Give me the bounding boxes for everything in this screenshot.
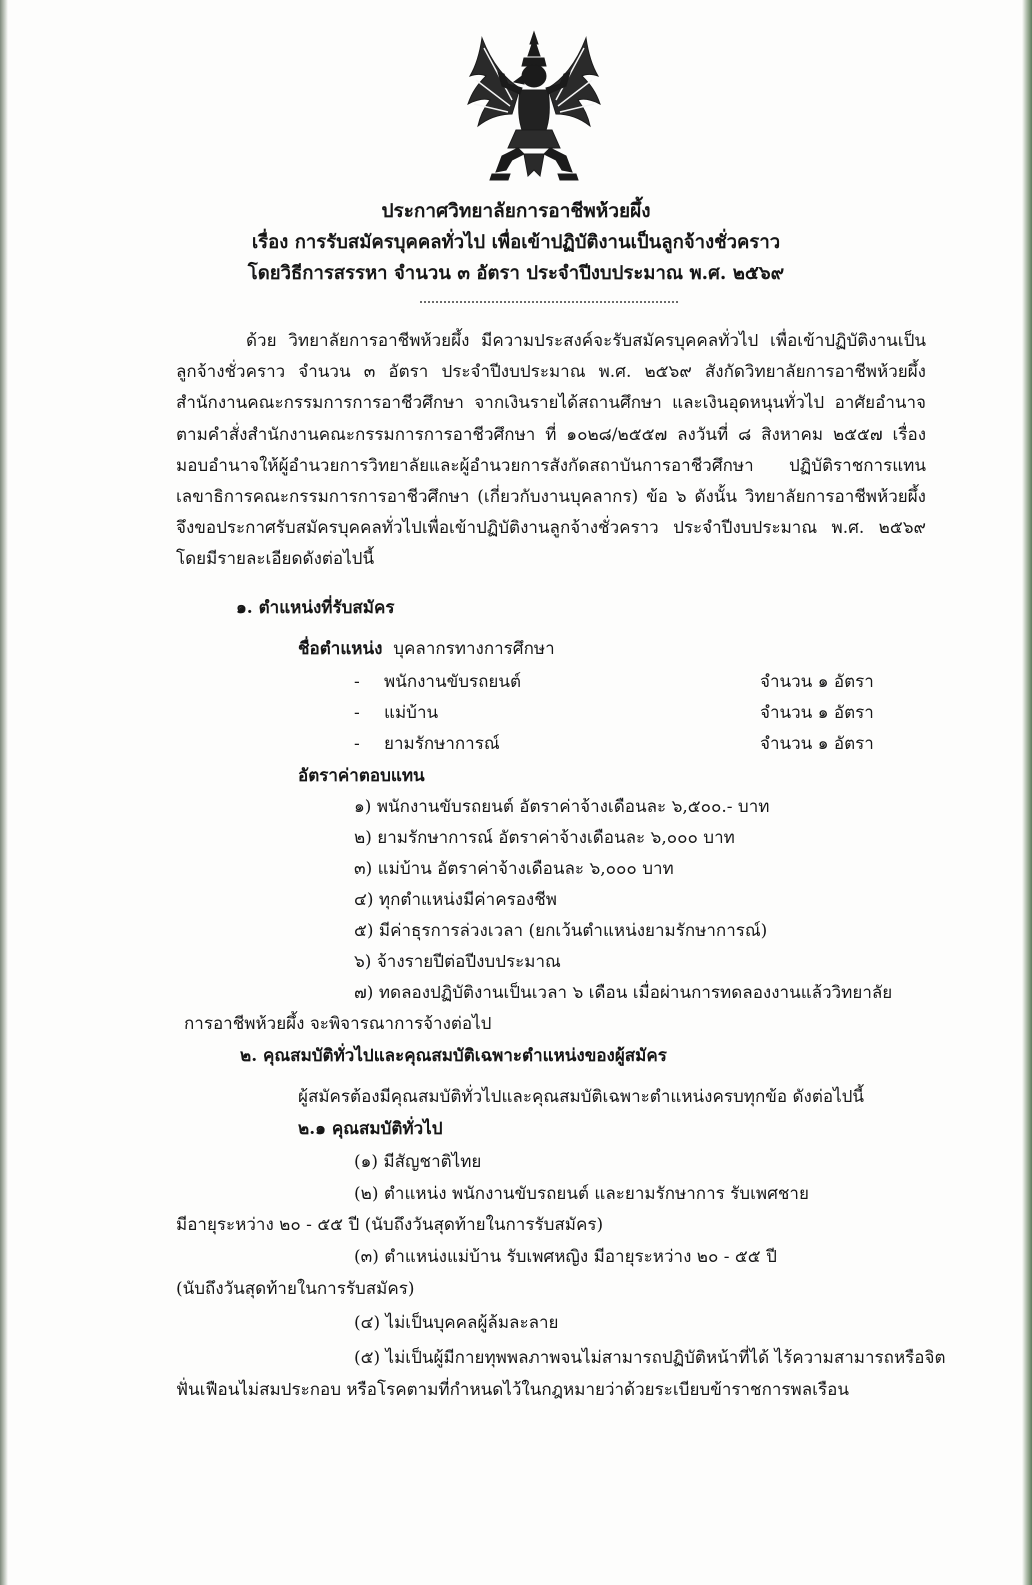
position-count: จำนวน ๑ อัตรา xyxy=(760,672,874,692)
announcement-subject: เรื่อง การรับสมัครบุคคลทั่วไป เพื่อเข้าปฏิบัติงานเป็นลูกจ้างชั่วคราว xyxy=(251,232,781,253)
announcement-title: ประกาศวิทยาลัยการอาชีพห้วยผึ้ง xyxy=(381,200,651,222)
compensation-continuation: การอาชีพห้วยผึ้ง จะพิจารณาการจ้างต่อไป xyxy=(184,1014,492,1034)
compensation-item: ๖) จ้างรายปีต่อปีงบประมาณ xyxy=(354,952,561,972)
qualification-item: (๔) ไม่เป็นบุคคลผู้ล้มละลาย xyxy=(354,1313,559,1333)
position-line xyxy=(298,637,555,661)
intro-text: ด้วย วิทยาลัยการอาชีพห้วยผึ้ง มีความประสงค์จะรับสมัครบุคคลทั่วไป เพื่อเข้าปฏิบัติงานเป็นลูกจ้างชั่วคราว จำนวน ๓ อัตรา ประจำปีงบประมาณ พ.ศ. ๒๕๖๙ สังกัดวิทยาลัยการอาชีพห้วยผึ้ง สำนักงานคณะกรรมการการอาชีวศึกษา จากเงินรายได้สถานศึกษา และเงินอุดหนุนทั่วไป อาศัยอำนาจตามคำสั่งสำนักงานคณะกรรมการการอาชีวศึกษา ที่ ๑๐๒๘/๒๕๕๗ ลงวันที่ ๘ สิงหาคม ๒๕๕๗ เรื่องมอบอำนาจให้ผู้อำนวยการวิทยาลัยและผู้อำนวยการสังกัดสถาบันการอาชีวศึกษา ปฏิบัติราชการแทนเลขาธิการคณะกรรมการการอาชีวศึกษา (เกี่ยวกับงานบุคลากร) ข้อ ๖ ดังนั้น วิทยาลัยการอาชีพห้วยผึ้ง จึงขอประกาศรับสมัครบุคคลทั่วไปเพื่อเข้าปฏิบัติงานลูกจ้างชั่วคราว ประจำปีงบประมาณ พ.ศ. ๒๕๖๙ โดยมีรายละเอียดดังต่อไปนี้ xyxy=(176,331,926,570)
dotted-divider xyxy=(420,301,678,303)
position-count: จำนวน ๑ อัตรา xyxy=(760,703,874,723)
position-count: จำนวน ๑ อัตรา xyxy=(760,734,874,754)
general-qualifications-heading: ๒.๑ คุณสมบัติทั่วไป xyxy=(298,1119,443,1139)
position-dash: - xyxy=(354,703,360,723)
position-label: ชื่อตำแหน่ง xyxy=(298,639,383,659)
position-dash: - xyxy=(354,734,360,754)
section-2-heading: ๒. คุณสมบัติทั่วไปและคุณสมบัติเฉพาะตำแหน่งของผู้สมัคร xyxy=(240,1046,667,1066)
garuda-emblem xyxy=(462,30,606,182)
position-name: พนักงานขับรถยนต์ xyxy=(384,672,522,692)
qualification-continuation: ฟั่นเฟือนไม่สมประกอบ หรือโรคตามที่กำหนดไว้ในกฎหมายว่าด้วยระเบียบข้าราชการพลเรือน xyxy=(176,1380,849,1400)
position-value: บุคลากรทางการศึกษา xyxy=(393,639,555,659)
announcement-header xyxy=(0,196,1032,289)
intro-paragraph xyxy=(176,326,926,576)
announcement-method: โดยวิธีการสรรหา จำนวน ๓ อัตรา ประจำปีงบประมาณ พ.ศ. ๒๕๖๙ xyxy=(247,263,785,284)
compensation-item: ๒) ยามรักษาการณ์ อัตราค่าจ้างเดือนละ ๖,๐๐๐ บาท xyxy=(354,828,735,848)
section-2-intro: ผู้สมัครต้องมีคุณสมบัติทั่วไปและคุณสมบัติเฉพาะตำแหน่งครบทุกข้อ ดังต่อไปนี้ xyxy=(298,1087,865,1107)
qualification-continuation: มีอายุระหว่าง ๒๐ - ๕๕ ปี (นับถึงวันสุดท้ายในการรับสมัคร) xyxy=(176,1215,604,1235)
qualification-item: (๒) ตำแหน่ง พนักงานขับรถยนต์ และยามรักษาการ รับเพศชาย xyxy=(354,1184,809,1204)
compensation-heading: อัตราค่าตอบแทน xyxy=(298,766,425,786)
qualification-item: (๕) ไม่เป็นผู้มีกายทุพพลภาพจนไม่สามารถปฏิบัติหน้าที่ได้ ไร้ความสามารถหรือจิต xyxy=(354,1348,946,1368)
position-name: แม่บ้าน xyxy=(384,703,439,723)
position-name: ยามรักษาการณ์ xyxy=(384,734,500,754)
compensation-item: ๓) แม่บ้าน อัตราค่าจ้างเดือนละ ๖,๐๐๐ บาท xyxy=(354,859,674,879)
qualification-continuation: (นับถึงวันสุดท้ายในการรับสมัคร) xyxy=(176,1279,415,1299)
qualification-item: (๓) ตำแหน่งแม่บ้าน รับเพศหญิง มีอายุระหว่าง ๒๐ - ๕๕ ปี xyxy=(354,1247,777,1267)
qualification-item: (๑) มีสัญชาติไทย xyxy=(354,1152,482,1172)
compensation-item: ๗) ทดลองปฏิบัติงานเป็นเวลา ๖ เดือน เมื่อผ่านการทดลองงานแล้ววิทยาลัย xyxy=(354,983,893,1003)
compensation-item: ๕) มีค่าธุรการล่วงเวลา (ยกเว้นตำแหน่งยามรักษาการณ์) xyxy=(354,921,768,941)
section-1-heading: ๑. ตำแหน่งที่รับสมัคร xyxy=(236,598,395,618)
position-dash: - xyxy=(354,672,360,692)
compensation-item: ๔) ทุกตำแหน่งมีค่าครองชีพ xyxy=(354,890,557,910)
compensation-item: ๑) พนักงานขับรถยนต์ อัตราค่าจ้างเดือนละ ๖,๕๐๐.- บาท xyxy=(354,797,770,817)
